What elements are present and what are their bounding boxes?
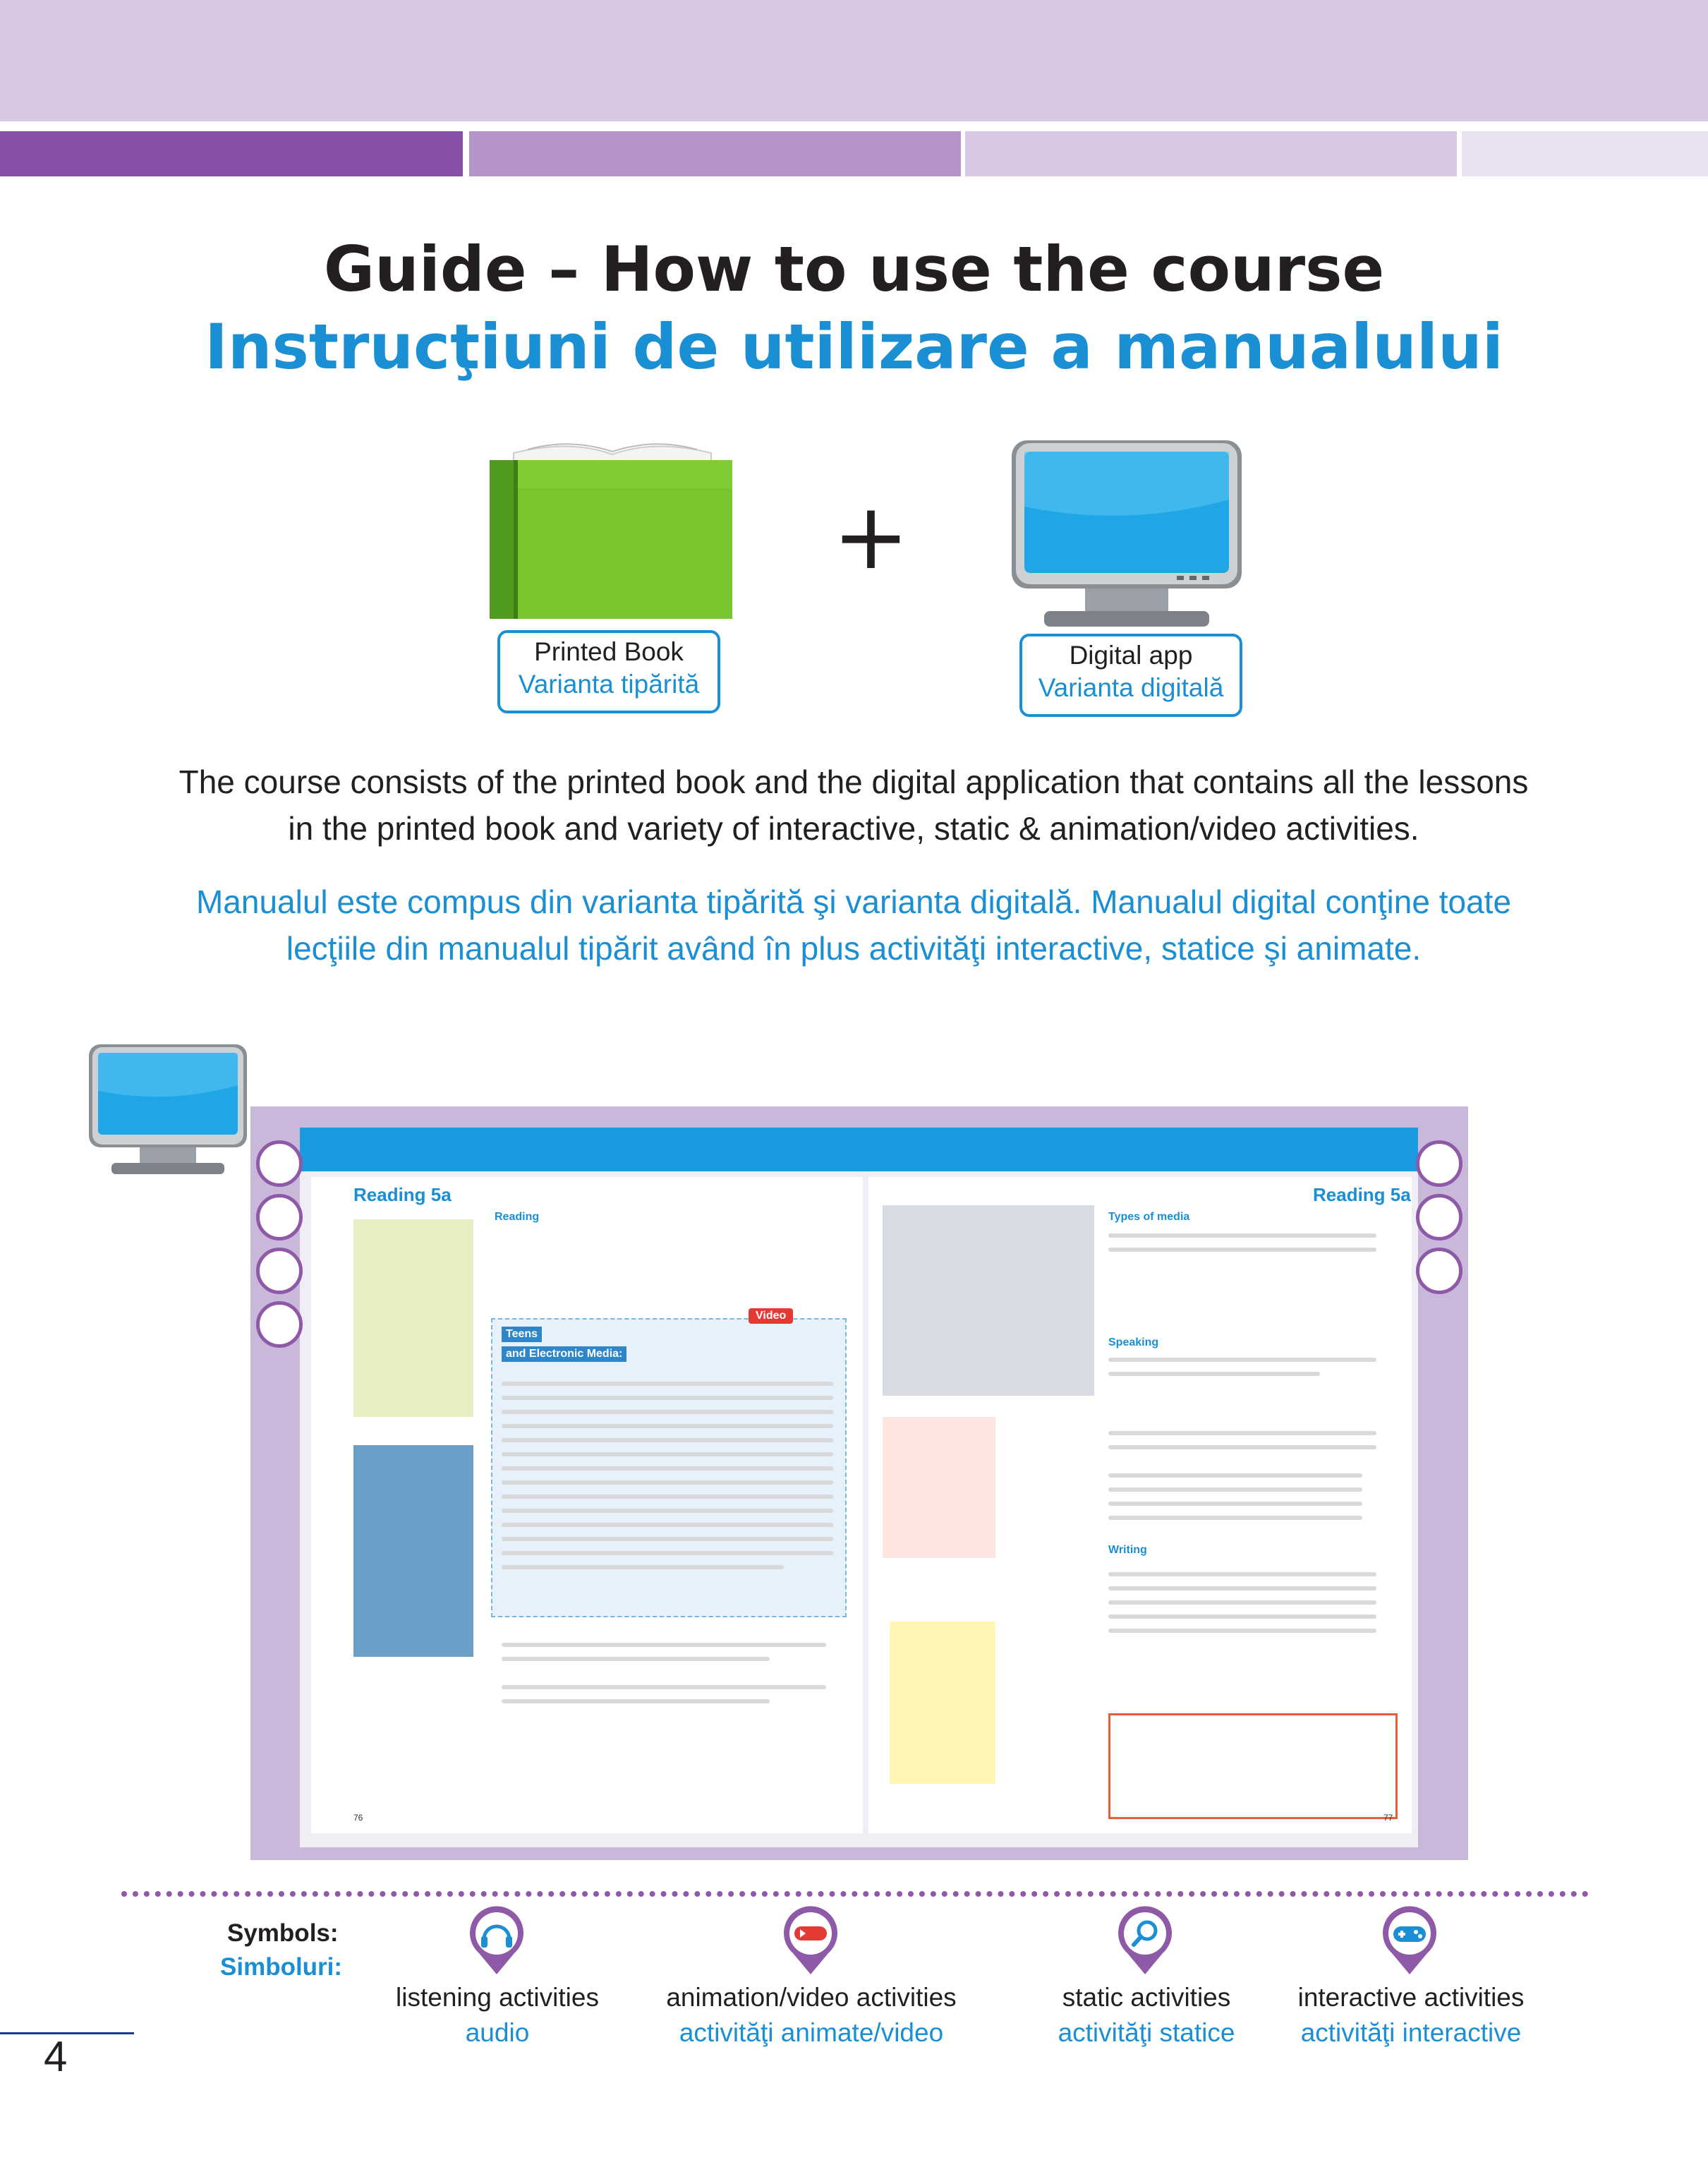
preview-page-right-number: 77 [1383, 1813, 1393, 1823]
preview-static-button-right[interactable] [1416, 1140, 1462, 1187]
monitor-small-icon [86, 1042, 250, 1180]
preview-static-button[interactable] [256, 1140, 303, 1187]
preview-top-strip [300, 1128, 1418, 1171]
description-ro-line-2: lecţiile din manualul tipărit având în plus activităţi interactive, statice şi animate. [286, 930, 1422, 967]
preview-left-tab: Reading 5a [353, 1184, 452, 1205]
page-title-ro: Instrucţiuni de utilizare a manualului [205, 310, 1503, 383]
symbols-title-en: Symbols: [227, 1919, 339, 1947]
magnifier-icon [1115, 1905, 1175, 1976]
plus-sign: + [832, 483, 909, 590]
symbol-label-interactive-en: interactive activities [1297, 1983, 1525, 2012]
preview-left-heading: Reading [495, 1211, 540, 1223]
description-ro [85, 879, 1623, 972]
preview-speaking-heading: Speaking [1108, 1336, 1159, 1348]
symbol-label-interactive-ro: activităţi interactive [1300, 2018, 1522, 2047]
preview-writing-heading: Writing [1108, 1544, 1147, 1556]
preview-article-title-1: Teens [502, 1327, 542, 1342]
preview-audio-button-right-1[interactable] [1416, 1194, 1462, 1241]
preview-page-left-number: 76 [353, 1813, 363, 1823]
page-title-en: Guide – How to use the course [323, 233, 1385, 306]
preview-audio-button[interactable] [256, 1301, 303, 1348]
printed-book-label-en: Printed Book [534, 637, 684, 666]
headphones-icon [466, 1905, 527, 1976]
symbol-label-static-en: static activities [1062, 1983, 1231, 2012]
printed-book-label-ro: Varianta tipărită [518, 670, 700, 699]
preview-video-badge[interactable]: Video [749, 1308, 793, 1324]
gamepad-icon [1379, 1905, 1440, 1976]
preview-media-photos [883, 1205, 1094, 1396]
description-en-line-2: in the printed book and variety of interactive, static & animation/video activities. [288, 810, 1419, 847]
preview-audio-button-right-2[interactable] [1416, 1248, 1462, 1294]
preview-interactive-button[interactable] [256, 1248, 303, 1294]
digital-app-label-ro: Varianta digitală [1038, 673, 1224, 702]
symbol-label-video-ro: activităţi animate/video [679, 2018, 944, 2047]
description-en-line-1: The course consists of the printed book and the digital application that contains all the lessons [178, 763, 1529, 800]
preview-writing-box [1108, 1713, 1398, 1819]
preview-right-page [868, 1177, 1412, 1833]
header-segment-3 [965, 131, 1457, 176]
page-number: 4 [44, 2033, 68, 2080]
header-segment-2 [469, 131, 961, 176]
monitor-icon [1007, 436, 1246, 635]
preview-right-heading: Types of media [1108, 1211, 1190, 1223]
preview-phrasal-box [883, 1417, 995, 1558]
symbol-label-video-en: animation/video activities [666, 1983, 957, 2012]
header-segment-4 [1462, 131, 1708, 176]
preview-article-title-2: and Electronic Media: [502, 1346, 626, 1362]
digital-app-label-en: Digital app [1069, 641, 1193, 670]
symbols-title-ro: Simboluri: [220, 1953, 343, 1981]
symbol-label-listening-en: listening activities [396, 1983, 599, 2012]
preview-right-tab: Reading 5a [1313, 1184, 1411, 1205]
printed-book-label [497, 630, 720, 713]
preview-tips-box [353, 1219, 473, 1417]
header-band [0, 0, 1708, 121]
digital-app-label [1019, 634, 1242, 717]
header-segment-1 [0, 131, 463, 176]
printed-book-icon [485, 439, 739, 626]
description-ro-line-1: Manualul este compus din varianta tipărită şi varianta digitală. Manualul digital conţine toate [195, 883, 1512, 920]
video-icon [780, 1905, 841, 1976]
description-en [85, 759, 1623, 852]
preview-video-button[interactable] [256, 1194, 303, 1241]
preview-note-box [890, 1622, 995, 1784]
symbol-label-static-ro: activităţi statice [1058, 2018, 1235, 2047]
symbols-divider [121, 1891, 1589, 1897]
digital-app-preview [250, 1106, 1468, 1860]
symbol-label-listening-ro: audio [465, 2018, 530, 2047]
preview-boy-photo [353, 1445, 473, 1657]
preview-left-page [311, 1177, 863, 1833]
